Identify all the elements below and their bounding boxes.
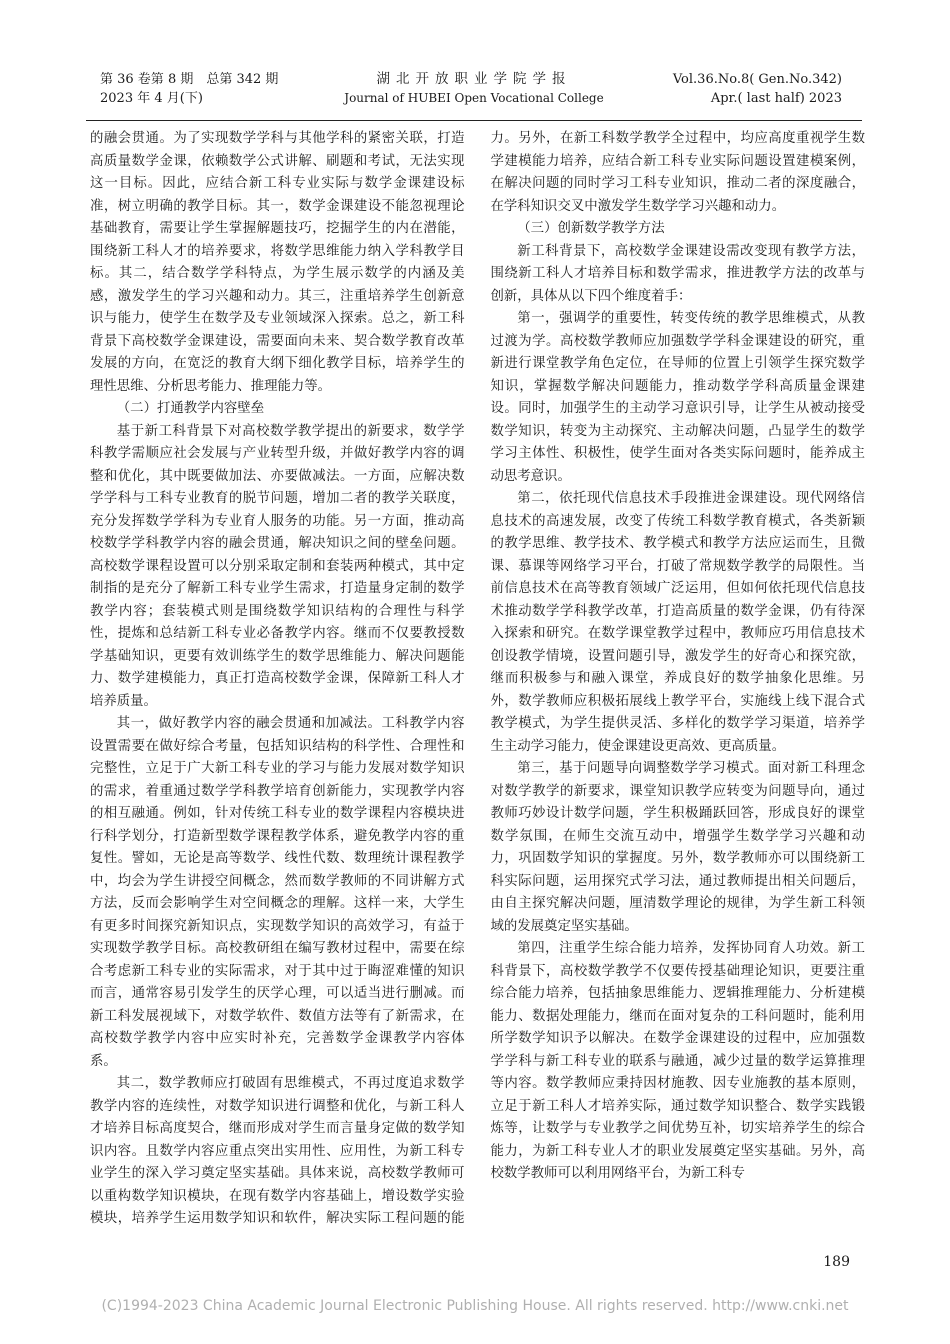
paragraph: 基于新工科背景下对高校数学教学提出的新要求，数学学科教学需顺应社会发展与产业转型升级，并做好教学内容的调整和优化，其中既要做加法、亦要做减法。一方面，应解决数学学科与工科专业教育的脱节问题，增加二者的教学关联度，充分发挥数学学科为专业育人服务的功能。另一方面，推动高校数学学科教学内容的融会贯通，解决知识之间的壁垒问题。高校数学课程设置可以分别采取定制和套装两种模式，其中定制指的是充分了解新工科专业学生需求，打造量身定制的数学教学内容；套装模式则是围绕数学知识结构的合理性与科学性，提炼和总结新工科专业必备教学内容。继而不仅要教授数学基础知识，更要有效训练学生的数学思维能力、解决问题能力、数学建模能力，真正打造高校数学金课，保障新工科人才培养质量。 <box>90 423 465 709</box>
section-heading: （二）打通教学内容壁垒 <box>116 401 265 416</box>
section-heading: （三）创新数学教学方法 <box>517 221 665 236</box>
header-volume-en <box>673 70 842 108</box>
header-vol-en: Vol.36.No.8( Gen.No.342) <box>672 72 842 87</box>
article-body <box>90 128 865 1248</box>
header-date: 2023 年 4 月(下) <box>100 91 203 106</box>
header-date-en: Apr.( last half) 2023 <box>710 91 842 106</box>
paragraph: 的融会贯通。为了实现数学学科与其他学科的紧密关联，打造高质量数学金课，依赖数学公式讲解、刷题和考试，无法实现这一目标。因此，应结合新工科专业实际与数学金课建设标准，树立明确的教学目标。其一，数学金课建设不能忽视理论基础教育，需要让学生掌握解题技巧，挖掘学生的内在潜能，围绕新工科人才的培养要求，将数学思维能力纳入学科教学目标。其二，结合数学学科特点，为学生展示数学的内涵及美感，激发学生的学习兴趣和动力。其三，注重培养学生创新意识与能力，使学生在数学及专业领域深入探索。总之，新工科背景下高校数学金课建设，需要面向未来、契合数学教育改革发展的方向，在宽泛的教育大纲下细化教学目标，培养学生的理性思维、分析思考能力、推理能力等。 <box>90 131 465 394</box>
page-number: 189 <box>823 1254 850 1270</box>
paragraph: 其一，做好教学内容的融会贯通和加减法。工科教学内容设置需要在做好综合考量，包括知识结构的科学性、合理性和完整性，立足于广大新工科专业的学习与能力发展对数学知识的需求，着重通过数学学科教学培育创新能力，实现教学内容的相互融通。例如，针对传统工科专业的数学课程内容模块进行科学划分，打造新型数学课程教学体系，避免教学内容的重复性。譬如，无论是高等数学、线性代数、数理统计课程教学中，均会为学生讲授空间概念，然而数学教师的不同讲解方式方法，反而会影响学生对空间概念的理解。这样一来，大学生有更多时间探究新知识点，实现数学知识的高效学习，有益于实现数学教学目标。高校教研组在编写教材过程中，需要在综合考虑新工科专业的实际需求，对于其中过于晦涩难懂的知识而言，通常容易引发学生的厌学心理，可以适当进行删减。而新工科发展视域下，对数学软件、数值方法等有了新需求，在高校数学教学内容中应实时补充，完善数学金课教学内容体系。 <box>90 716 465 1069</box>
paragraph: 第四，注重学生综合能力培养，发挥协同育人功效。新工科背景下，高校数学教学不仅要传授基础理论知识，更要注重综合能力培养，包括抽象思维能力、逻辑推理能力、分析建模能力、数据处理能力，继而在面对复杂的工科问题时，能利用所学数学知识予以解决。在数学金课建设的过程中，应加强数学学科与新工科专业的联系与融通，减少过量的数学运算推理等内容。数学教师应秉持因材施教、因专业施教的基本原则，立足于新工科人才培养实际，通过数学知识整合、数学实践锻炼等，让数学与专业教学之间优势互补，切实培养学生的综合能力，为新工科专业人才的职业发展奠定坚实基础。另外，高校数学教师可以利用网络平台，为新工科专 <box>490 941 865 1181</box>
journal-title-en: Journal of HUBEI Open Vocational College <box>344 91 604 105</box>
paragraph: 第一，强调学的重要性，转变传统的教学思维模式，从教过渡为学。高校数学教师应加强数学学科金课建设的研究，重新进行课堂教学角色定位，在导师的位置上引领学生探究数学知识，掌握数学解决问题能力，推动数学学科高质量金课建设。同时，加强学生的主动学习意识引导，让学生从被动接受数学知识，转变为主动探究、主动解决问题，凸显学生的数学学习主体性、积极性，使学生面对各类实际问题时，能养成主动思考意识。 <box>490 311 865 484</box>
paragraph: 第三，基于问题导向调整数学学习模式。面对新工科理念对数学教学的新要求，课堂知识教学应转变为问题导向，通过教师巧妙设计数学问题，学生积极踊跃回答，形成良好的课堂数学氛围，在师生交流互动中，增强学生数学学习兴趣和动力，巩固数学知识的掌握度。另外，数学教师亦可以围绕新工科实际问题，运用探究式学习法，通过教师提出相关问题后，由自主探究解决问题，厘清数学理论的规律，为学生新工科领域的发展奠定坚实基础。 <box>490 761 865 934</box>
copyright-footer: (C)1994-2023 China Academic Journal Electronic Publishing House. All rights reserved. http://www.cnki.net <box>101 1298 849 1314</box>
running-header <box>86 70 862 121</box>
paragraph: 第二，依托现代信息技术手段推进金课建设。现代网络信息技术的高速发展，改变了传统工科数学教育模式，各类新颖的教学思维、教学技术、教学模式和教学方法应运而生，且微课、慕课等网络学习平台，打破了常规数学教学的局限性。当前信息技术在高等教育领域广泛运用，但如何依托现代信息技术推动数学学科教学改革，打造高质量的数学金课，仍有待深入探索和研究。在数学课堂教学过程中，教师应巧用信息技术创设教学情境，设置问题引导，激发学生的好奇心和探究欲，继而积极参与和融入课堂，养成良好的数学抽象化思维。另外，数学教师应积极拓展线上教学平台，实施线上线下混合式教学模式，为学生提供灵活、多样化的数学学习渠道，培养学生主动学习能力，使金课建设更高效、更高质量。 <box>490 491 865 754</box>
paragraph: 新工科背景下，高校数学金课建设需改变现有教学方法，围绕新工科人才培养目标和数学需求，推进教学方法的改革与创新，具体从以下四个维度着手： <box>490 243 865 304</box>
header-volume: 第 36 卷第 8 期 总第 342 期 <box>100 72 279 87</box>
paragraph: 其二，数学教师应打破固有思维模式，不再过度追求数学教学内容的连续性，对数学知识进行调整和优化，与新工科人才培养目标高度契合，继而形成对学生而言量身定做的数学知识内容。且数学内容应重点突出实用性、应用性，为新工科专业学生的深入学习奠定坚实基础。具体来说，高校数学教师可以重构数学知识模块，在现有数学内容基础上，增设数学实验模块，培养学生运用数学知识和软件，解决实际工程问题的能力。另外，在新工科数学教学全过程中，均应高度重视学生数学建模能力培养，应结合新工科专业实际问题设置建模案例，在解决问题的同时学习工科专业知识，推动二者的深度融合，在学科知识交叉中激发学生数学学习兴趣和动力。 <box>90 131 865 1226</box>
journal-title-cn: 湖北开放职业学院学报 <box>376 71 572 87</box>
